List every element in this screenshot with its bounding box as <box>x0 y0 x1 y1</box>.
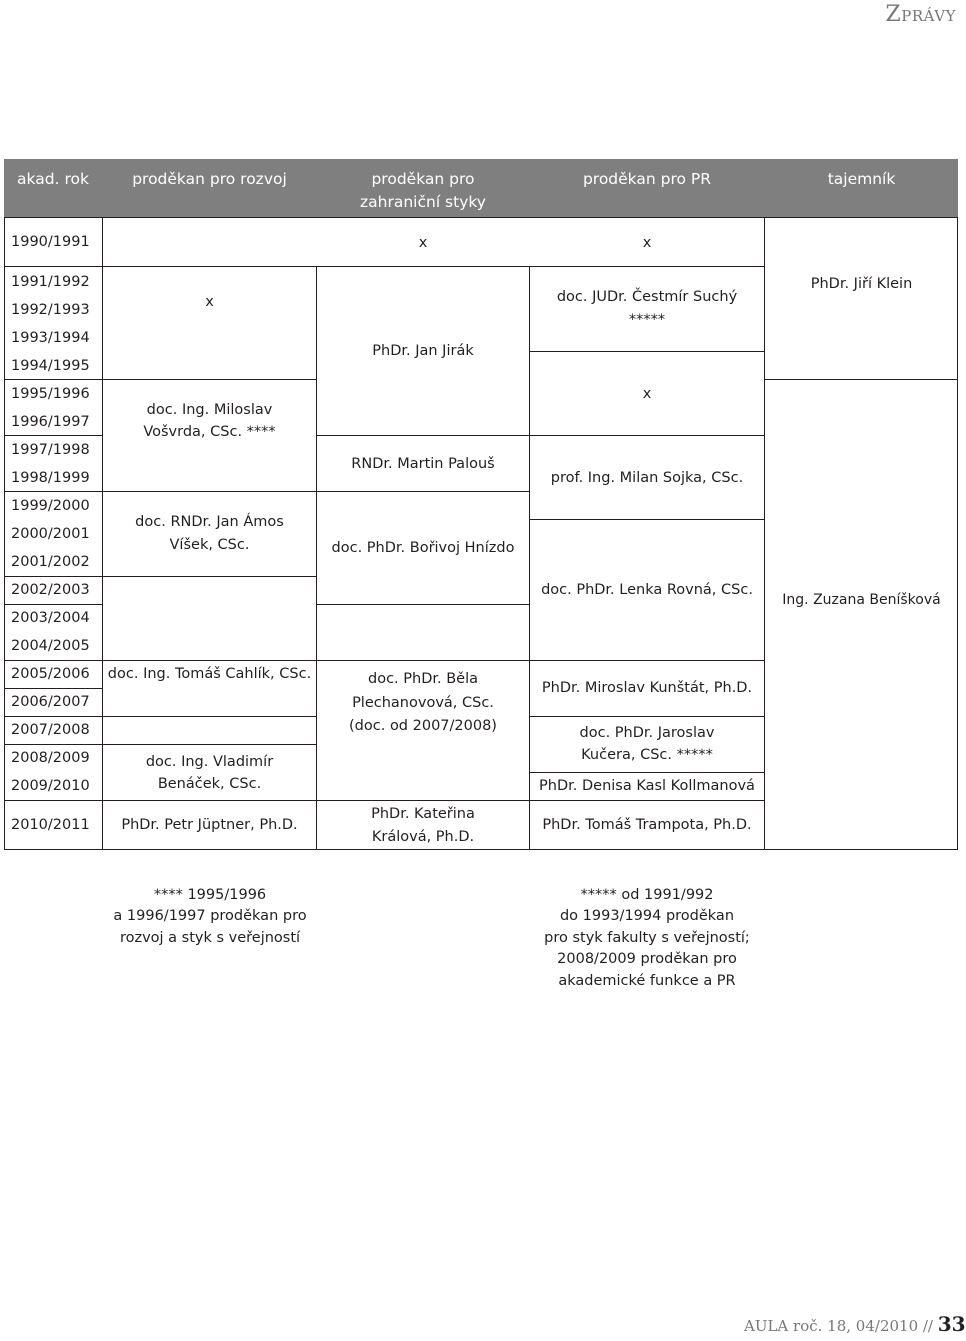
rule <box>529 800 764 801</box>
cell-visek: Víšek, CSc. <box>169 537 250 553</box>
year-cell: 2010/2011 <box>11 817 90 833</box>
rule <box>4 217 5 850</box>
cell-palous: RNDr. Martin Palouš <box>351 456 495 472</box>
rule <box>764 217 765 850</box>
year-cell: 1990/1991 <box>11 234 90 250</box>
rule <box>102 576 316 577</box>
cell-plechanovova: doc. PhDr. Běla <box>368 671 478 687</box>
cell-vosvrda: Vošvrda, CSc. **** <box>143 424 276 440</box>
cell-kucera: Kučera, CSc. ***** <box>581 747 713 763</box>
rule <box>529 772 764 773</box>
cell-rozvoj-x: x <box>205 294 214 310</box>
header-akad-rok: akad. rok <box>17 170 89 188</box>
rule <box>316 660 529 661</box>
rule <box>4 266 764 267</box>
page-number: 33 <box>937 1312 966 1336</box>
cell-pr-x: x <box>642 386 652 402</box>
rule <box>102 491 316 492</box>
year-cell: 1991/1992 <box>11 274 90 290</box>
year-cell: 1997/1998 <box>11 442 90 458</box>
page-footer <box>744 1312 966 1336</box>
cell-beniskova: Ing. Zuzana Beníšková <box>782 592 941 608</box>
year-cell: 2000/2001 <box>11 526 90 542</box>
cell-kollmanova: PhDr. Denisa Kasl Kollmanová <box>539 778 755 794</box>
header-zahranicni-1: proděkan pro <box>371 170 475 188</box>
rule <box>764 379 958 380</box>
cell-suchy: ***** <box>628 312 666 328</box>
cell-1990-zahranicni: x <box>418 235 428 251</box>
year-cell: 2007/2008 <box>11 722 90 738</box>
rule <box>957 217 958 850</box>
rule <box>4 604 102 605</box>
rule <box>102 744 316 745</box>
year-cell: 2009/2010 <box>11 778 90 794</box>
year-cell: 2001/2002 <box>11 554 90 570</box>
year-cell: 1994/1995 <box>11 358 90 374</box>
cell-visek: doc. RNDr. Jan Ámos <box>135 514 284 530</box>
year-cell: 2006/2007 <box>11 694 90 710</box>
rule <box>4 660 102 661</box>
cell-hnizdo: doc. PhDr. Bořivoj Hnízdo <box>331 540 515 556</box>
rule <box>529 435 764 436</box>
rule <box>529 660 764 661</box>
rule <box>316 604 529 605</box>
cell-sojka: prof. Ing. Milan Sojka, CSc. <box>550 470 744 486</box>
cell-plechanovova: (doc. od 2007/2008) <box>349 718 497 734</box>
cell-jirak: PhDr. Jan Jirák <box>372 343 474 359</box>
rule <box>4 217 958 218</box>
footnote-left: **** 1995/1996 <box>153 887 267 903</box>
cell-suchy: doc. JUDr. Čestmír Suchý <box>556 289 738 305</box>
rule <box>102 800 316 801</box>
rule <box>4 379 102 380</box>
footnote-right: akademické funkce a PR <box>558 973 736 989</box>
rule <box>529 519 764 520</box>
cell-juptner: PhDr. Petr Jüptner, Ph.D. <box>121 817 298 833</box>
rule <box>529 716 764 717</box>
rule <box>4 576 102 577</box>
footnote-right: ***** od 1991/992 <box>580 887 714 903</box>
cell-kralova: PhDr. Kateřina <box>371 806 475 822</box>
rule <box>4 744 102 745</box>
cell-plechanovova: Plechanovová, CSc. <box>352 695 494 711</box>
year-cell: 1995/1996 <box>11 386 90 402</box>
rule <box>102 716 316 717</box>
year-cell: 1992/1993 <box>11 302 90 318</box>
footer-text: AULA roč. 18, 04/2010 // <box>744 1317 938 1335</box>
rule <box>316 491 529 492</box>
cell-vosvrda: doc. Ing. Miloslav <box>146 402 273 418</box>
cell-kunstat: PhDr. Miroslav Kunštát, Ph.D. <box>541 680 753 696</box>
footnote-left: a 1996/1997 proděkan pro <box>113 908 307 924</box>
cell-benacek: doc. Ing. Vladimír <box>145 754 274 770</box>
cell-1990-pr: x <box>642 235 652 251</box>
footnote-right: 2008/2009 proděkan pro <box>557 951 737 967</box>
rule <box>529 351 764 352</box>
rule <box>4 800 102 801</box>
rule <box>4 435 102 436</box>
cell-benacek: Benáček, CSc. <box>157 776 262 792</box>
year-cell: 2003/2004 <box>11 610 90 626</box>
cell-kralova: Králová, Ph.D. <box>371 829 475 845</box>
rule <box>102 379 316 380</box>
cell-klein: PhDr. Jiří Klein <box>810 276 913 292</box>
header-pr: proděkan pro PR <box>582 170 712 188</box>
rule <box>4 688 102 689</box>
year-cell: 2008/2009 <box>11 750 90 766</box>
header-tajemnik: tajemník <box>827 170 896 188</box>
year-cell: 2002/2003 <box>11 582 90 598</box>
rule <box>4 716 102 717</box>
year-cell: 2004/2005 <box>11 638 90 654</box>
year-cell: 1996/1997 <box>11 414 90 430</box>
footnote-right: pro styk fakulty s veřejností; <box>544 930 750 946</box>
header-rozvoj: proděkan pro rozvoj <box>132 170 287 188</box>
cell-cahlik: doc. Ing. Tomáš Cahlík, CSc. <box>107 666 312 682</box>
year-cell: 1998/1999 <box>11 470 90 486</box>
section-tag: Zprávy <box>885 2 956 27</box>
cell-trampota: PhDr. Tomáš Trampota, Ph.D. <box>542 817 752 833</box>
footnote-left: rozvoj a styk s veřejností <box>119 930 301 946</box>
rule <box>316 435 529 436</box>
year-cell: 1999/2000 <box>11 498 90 514</box>
footnote-right: do 1993/1994 proděkan <box>559 908 735 924</box>
cell-rovna: doc. PhDr. Lenka Rovná, CSc. <box>541 582 753 598</box>
cell-kucera: doc. PhDr. Jaroslav <box>579 725 715 741</box>
header-zahranicni-2: zahraniční styky <box>360 193 486 211</box>
year-cell: 2005/2006 <box>11 666 90 682</box>
year-cell: 1993/1994 <box>11 330 90 346</box>
rule <box>316 800 529 801</box>
rule <box>4 849 958 850</box>
rule <box>102 660 316 661</box>
rule <box>4 491 102 492</box>
